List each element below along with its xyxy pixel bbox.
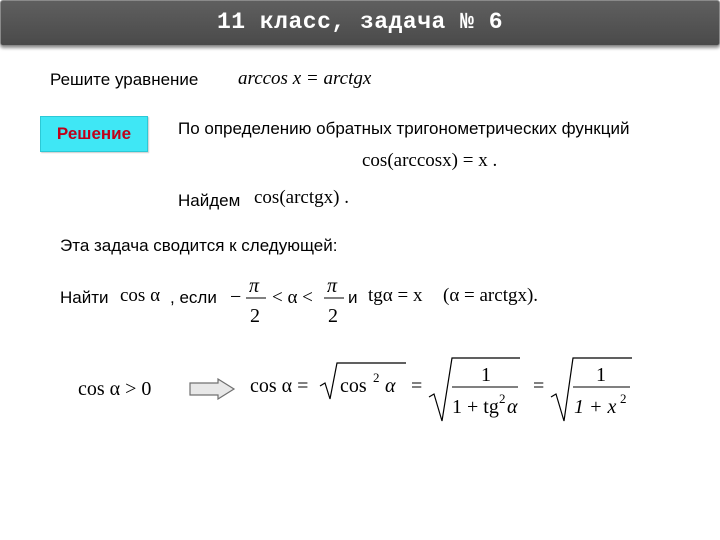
find-word: Найти	[60, 288, 109, 307]
minus-sign: −	[230, 286, 242, 308]
final-formula	[248, 355, 636, 427]
equals-1: =	[411, 375, 423, 397]
denominator-2-exp: 2	[620, 391, 627, 406]
pi-numerator-2: π	[327, 275, 338, 297]
denominator-1-alpha: α	[507, 396, 518, 418]
step2-prefix: Найдем	[178, 191, 241, 210]
sqrt-cos-exp: 2	[373, 370, 380, 385]
numerator-2: 1	[596, 364, 606, 386]
condition: cos α > 0	[78, 378, 152, 400]
lt-alpha-lt: < α <	[272, 287, 313, 308]
inequality-fractions	[228, 272, 348, 330]
title-bar	[0, 0, 720, 46]
solution-button[interactable]: Решение	[40, 116, 148, 152]
equals-2: =	[533, 375, 545, 397]
denominator-2: 1 + x	[574, 396, 617, 418]
problem-prompt: Решите уравнение	[50, 70, 199, 89]
step1-formula: cos(arccosx) = x .	[362, 150, 498, 171]
alpha-arctg: (α = arctgx).	[443, 285, 539, 306]
two-denominator-2: 2	[328, 305, 338, 327]
page-title: 11 класс, задача № 6	[216, 9, 504, 35]
step2-formula: cos(arctgx) .	[254, 187, 349, 208]
tg-eq: tgα = x	[368, 285, 423, 306]
denominator-1: 1 + tg	[452, 396, 499, 418]
right-arrow-icon	[188, 378, 236, 400]
if-word: , если	[170, 288, 217, 307]
two-denominator-1: 2	[250, 305, 260, 327]
sqrt-cos-alpha: α	[385, 375, 396, 397]
denominator-1-exp: 2	[499, 391, 506, 406]
cos-alpha-eq: cos α =	[250, 375, 309, 397]
reduction-text: Эта задача сводится к следующей:	[60, 236, 338, 255]
step1-text: По определению обратных тригонометрических функций	[178, 119, 630, 138]
problem-equation: arccos x = arctgx	[238, 68, 372, 89]
numerator-1: 1	[481, 364, 491, 386]
and-word: и	[348, 288, 358, 307]
cos-alpha: cos α	[120, 285, 161, 306]
sqrt-cos: cos	[340, 375, 367, 397]
pi-numerator-1: π	[249, 275, 260, 297]
